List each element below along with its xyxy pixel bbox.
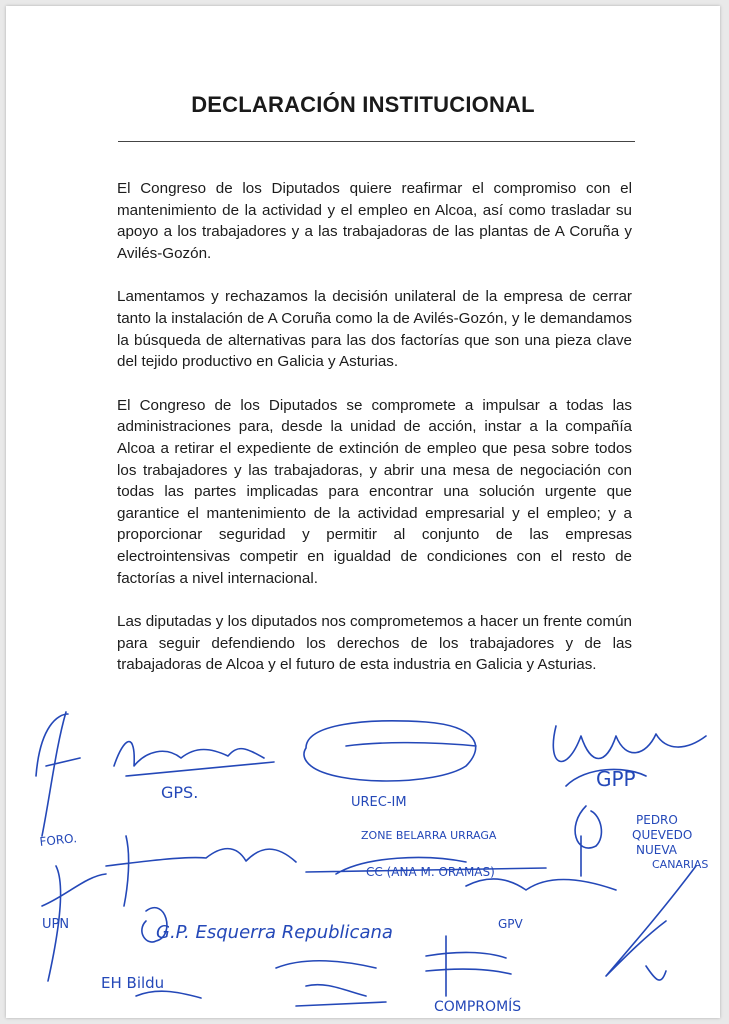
signature-scribble-left <box>36 712 80 836</box>
signature-pnv <box>466 879 616 890</box>
signature-lastra <box>114 742 274 776</box>
label-upn: UPN <box>42 917 70 932</box>
label-gp-esquerra: G.P. Esquerra Republicana <box>156 922 393 943</box>
document-title: DECLARACIÓN INSTITUCIONAL <box>191 92 535 117</box>
document-page <box>6 6 720 1018</box>
signature-eh-bildu <box>136 991 201 998</box>
label-foro: FORO. <box>38 831 78 849</box>
label-gpv: GPV <box>498 917 523 931</box>
signature-middle <box>106 836 296 906</box>
paragraph-1: El Congreso de los Diputados quiere reafirmar el compromiso con el mantenimiento de la actividad y el empleo en Alcoa, así como trasladar su apoyo a los trabajadores y a las trabajadoras de las plantas de A Coruña y Avilés-Gozón. <box>117 180 632 262</box>
signature-quevedo <box>575 806 601 876</box>
label-gps: GPS. <box>161 783 199 802</box>
signature-compromis <box>426 936 511 996</box>
label-gpp: GPP <box>596 767 636 791</box>
paragraph-2: Lamentamos y rechazamos la decisión unilateral de la empresa de cerrar tanto la instalación de A Coruña como la de Avilés-Gozón, y le demandamos la búsqueda de alternativas para las dos factorías que son una pieza clave del tejido productivo en Galicia y Asturias. <box>117 288 632 371</box>
label-quevedo: QUEVEDO <box>632 828 693 842</box>
signatures-area <box>6 6 720 1018</box>
label-nueva: NUEVA <box>636 843 677 857</box>
signature-bottom-center <box>276 961 386 1006</box>
paragraph-4: Las diputadas y los diputados nos comprometemos a hacer un frente común para seguir defendiendo los derechos de los trabajadores y de las trabajadoras de Alcoa y el futuro de esta industria en Galicia y Asturias. <box>117 613 632 674</box>
label-cc: CC (ANA M. ORAMAS) <box>366 865 495 879</box>
signature-right-diagonal <box>606 866 696 980</box>
label-eh-bildu: EH Bildu <box>101 974 165 992</box>
label-canarias: CANARIAS <box>652 858 709 871</box>
label-zone: ZONE BELARRA URRAGA <box>361 829 497 842</box>
label-ureci: UREC-IM <box>351 795 407 810</box>
paragraph-3: El Congreso de los Diputados se compromete a impulsar a todas las administraciones para, desde la unidad de acción, instar a la compañía Alcoa a retirar el expediente de extinción de empleo que pesa sobre todos los trabajadores y las trabajadoras, y abrir una mesa de negociación con todas las partes implicadas para encontrar una solución urgente que garantice el mantenimiento de la actividad empresarial y el empleo; y a proporcionar seguridad y permitir al conjunto de las empresas electrointensivas competir en igualdad de condiciones con el resto de factorías a nivel internacional. <box>117 396 632 587</box>
label-compromis: COMPROMÍS <box>434 999 522 1015</box>
label-pedro: PEDRO <box>636 813 678 827</box>
signature-oval <box>304 721 476 781</box>
